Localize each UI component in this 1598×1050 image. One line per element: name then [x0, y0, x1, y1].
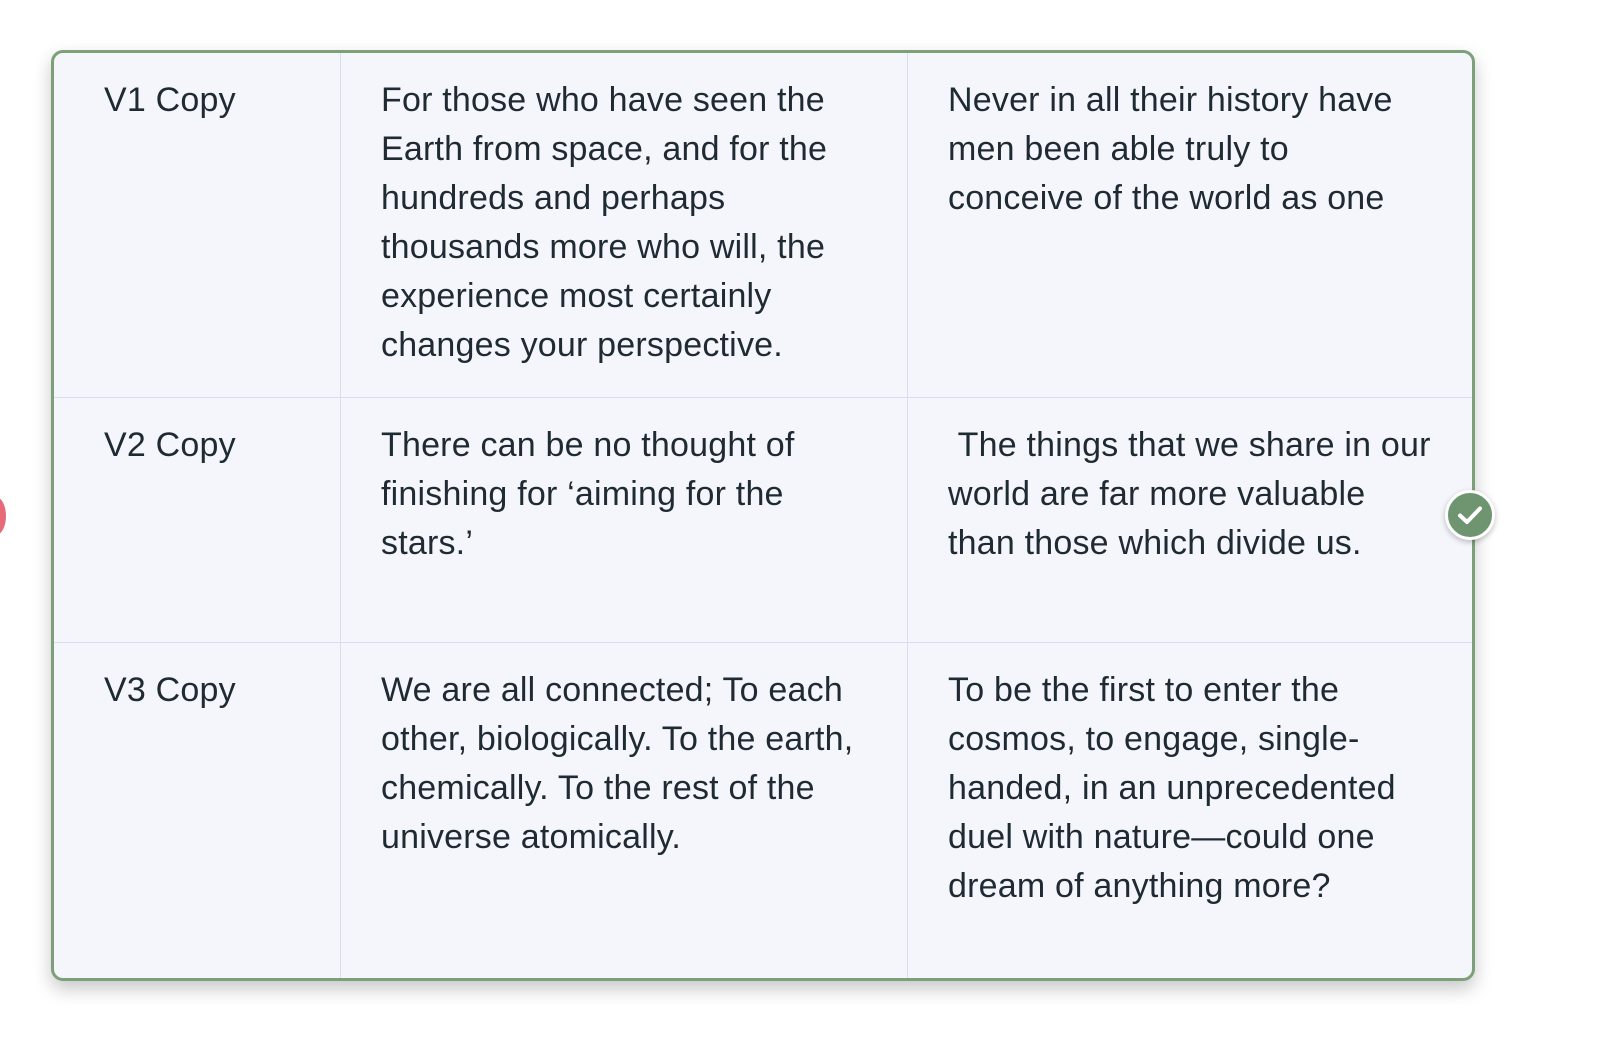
- copy-cell[interactable]: Never in all their history have men been able truly to conceive of the world as one: [907, 53, 1472, 397]
- selected-badge[interactable]: [1445, 490, 1495, 540]
- copy-cell[interactable]: For those who have seen the Earth from space, and for the hundreds and perhaps thousands more who will, the experience most certainly changes your perspective.: [340, 53, 907, 397]
- table-row[interactable]: [54, 53, 1472, 397]
- row-label: V2 Copy: [104, 426, 236, 464]
- copy-cell[interactable]: There can be no thought of finishing for ‘aiming for the stars.’: [340, 398, 907, 642]
- copy-cell[interactable]: The things that we share in our world are far more valuable than those which divide us.: [907, 398, 1472, 642]
- row-label: V1 Copy: [104, 81, 236, 119]
- copy-variants-table[interactable]: [51, 50, 1475, 981]
- canvas-bottom: [0, 1005, 1598, 1050]
- copy-cell[interactable]: To be the first to enter the cosmos, to engage, single-handed, in an unprecedented duel with nature—could one dream of anything more?: [907, 643, 1472, 978]
- table-row[interactable]: [54, 397, 1472, 642]
- table-row[interactable]: [54, 642, 1472, 978]
- status-dot: [0, 497, 6, 535]
- row-label: V3 Copy: [104, 671, 236, 709]
- check-icon: [1457, 505, 1483, 525]
- copy-cell[interactable]: We are all connected; To each other, biologically. To the earth, chemically. To the rest of the universe atomically.: [340, 643, 907, 978]
